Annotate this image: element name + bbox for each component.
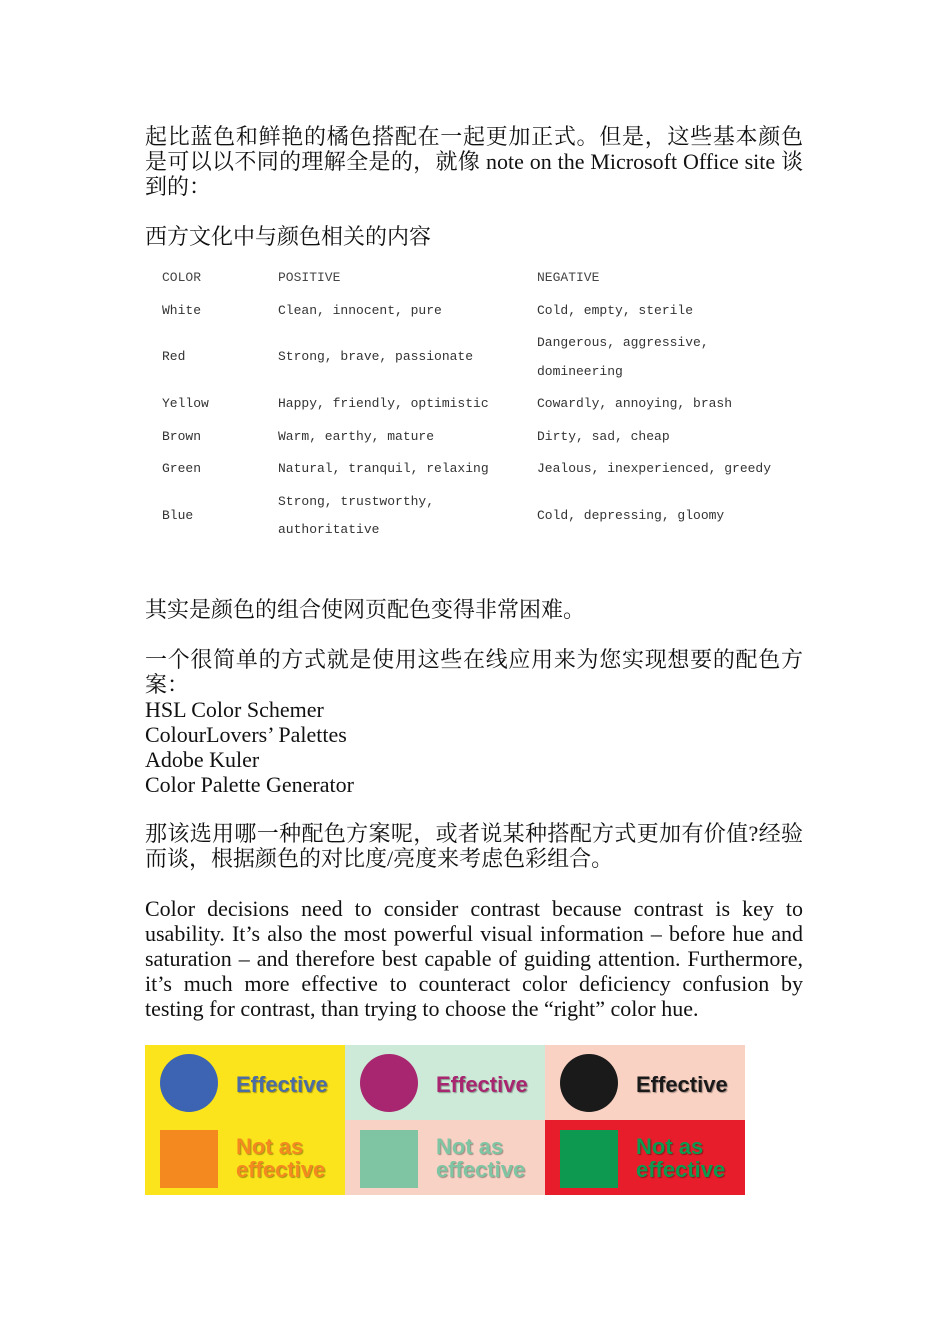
table-caption: 西方文化中与颜色相关的内容: [145, 224, 432, 249]
figure-panel-not-effective-red: [545, 1120, 745, 1195]
not-effective-line2: effective: [236, 1157, 326, 1182]
table-cell-negative: Cold, empty, sterile: [537, 302, 694, 318]
not-effective-line1: Not as: [236, 1134, 304, 1159]
tool-item-hsl-color-schemer: HSL Color Schemer: [145, 697, 324, 722]
question-paragraph: 那该选用哪一种配色方案呢，或者说某种搭配方式更加有价值?经验而谈，根据颜色的对比度/亮度来考虑色彩组合。: [145, 821, 803, 871]
table-cell-color: Red: [162, 349, 186, 365]
contrast-comparison-figure: [145, 1045, 745, 1195]
mint-square: [360, 1130, 418, 1188]
contrast-paragraph: Color decisions need to consider contrast because contrast is key to usability. It’s also the most powerful visual information – before hue and saturation – and therefore best capable of guiding attention. Furthermore, it’s much more effective to counteract color deficiency confusion by testing for contrast, than trying to choose the “right” color hue.: [145, 896, 803, 1021]
header-negative: NEGATIVE: [537, 270, 600, 285]
magenta-circle: [360, 1054, 418, 1112]
tools-intro: 一个很简单的方式就是使用这些在线应用来为您实现想要的配色方案：: [145, 647, 803, 697]
black-circle: [560, 1054, 618, 1112]
table-cell-color: Blue: [162, 507, 194, 523]
not-effective-line1: Not as: [636, 1134, 704, 1159]
table-cell-positive: Natural, tranquil, relaxing: [278, 461, 489, 476]
figure-panel-effective-peach: [545, 1045, 745, 1120]
blue-circle: [160, 1054, 218, 1112]
effective-label: Effective: [636, 1072, 728, 1097]
header-positive: POSITIVE: [278, 270, 341, 285]
table-cell-positive: Happy, friendly, optimistic: [278, 396, 489, 411]
tool-item-color-palette-generator: Color Palette Generator: [145, 772, 354, 797]
effective-label: Effective: [436, 1072, 528, 1097]
figure-panel-effective-mint: [345, 1045, 545, 1120]
not-effective-label: [636, 1135, 725, 1181]
table-cell-negative: Dangerous, aggressive, domineering: [537, 335, 709, 379]
effective-label: Effective: [236, 1072, 328, 1097]
tool-item-adobe-kuler: Adobe Kuler: [145, 747, 260, 772]
figure-panel-effective-yellow: [145, 1045, 345, 1120]
not-effective-label: [236, 1135, 325, 1181]
not-effective-label: [436, 1135, 525, 1181]
not-effective-line1: Not as: [436, 1134, 504, 1159]
not-effective-line2: effective: [436, 1157, 526, 1182]
figure-panel-not-effective-pink: [345, 1120, 545, 1195]
table-cell-positive: Clean, innocent, pure: [278, 302, 442, 318]
table-cell-color: White: [162, 302, 202, 318]
figure-panel-not-effective-yellow: [145, 1120, 345, 1195]
tools-section: [145, 647, 803, 797]
green-square: [560, 1130, 618, 1188]
difficulty-paragraph: 其实是颜色的组合使网页配色变得非常困难。: [145, 597, 586, 622]
table-cell-negative: Cold, depressing, gloomy: [537, 507, 725, 523]
tool-item-colourlovers-palettes: ColourLovers’ Palettes: [145, 722, 347, 747]
table-cell-negative: Cowardly, annoying, brash: [537, 396, 733, 411]
not-effective-line2: effective: [636, 1157, 726, 1182]
color-meanings-table: [162, 262, 785, 547]
table-cell-positive: Strong, trustworthy, authoritative: [278, 493, 435, 537]
table-cell-positive: Warm, earthy, mature: [278, 428, 435, 444]
table-cell-positive: Strong, brave, passionate: [278, 349, 474, 365]
table-cell-color: Brown: [162, 428, 202, 444]
table-cell-negative: Dirty, sad, cheap: [537, 428, 670, 444]
table-cell-color: Green: [162, 461, 202, 476]
header-color: COLOR: [162, 270, 202, 285]
table-cell-color: Yellow: [162, 396, 209, 411]
table-cell-negative: Jealous, inexperienced, greedy: [537, 461, 772, 476]
orange-square: [160, 1130, 218, 1188]
intro-paragraph: 起比蓝色和鲜艳的橘色搭配在一起更加正式。但是，这些基本颜色是可以以不同的理解全是的，就像 note on the Microsoft Office site 谈到的：: [145, 124, 803, 199]
